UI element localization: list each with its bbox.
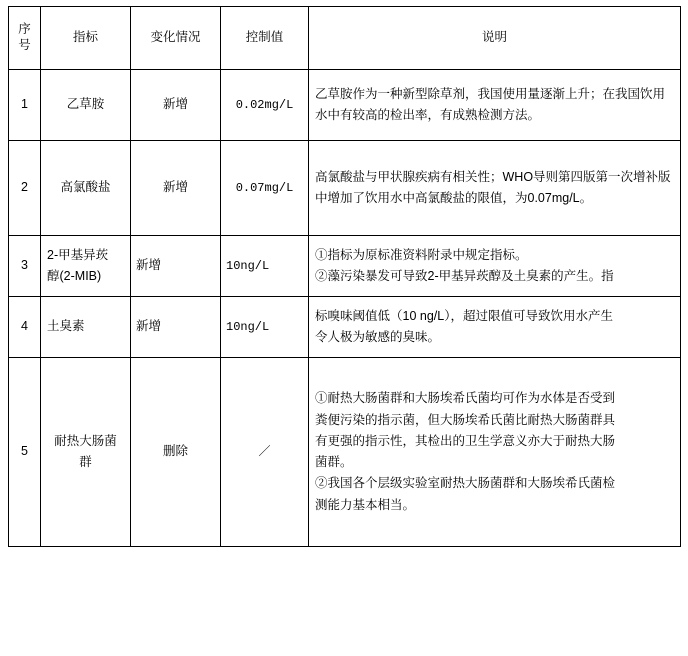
table-row bbox=[9, 358, 681, 547]
cell-indicator-line2: 醇(2-MIB) bbox=[47, 269, 102, 283]
cell-control: 10ng/L bbox=[221, 297, 309, 358]
cell-indicator: 土臭素 bbox=[41, 297, 131, 358]
column-header-indicator: 指标 bbox=[41, 7, 131, 70]
cell-indicator-line1: 耐热大肠菌 bbox=[54, 433, 117, 448]
cell-change: 新增 bbox=[131, 297, 221, 358]
table-row bbox=[9, 297, 681, 358]
cell-control: 0.02mg/L bbox=[221, 70, 309, 141]
cell-change: 删除 bbox=[131, 358, 221, 547]
cell-no: 4 bbox=[9, 297, 41, 358]
column-header-no-line1: 序 bbox=[18, 22, 31, 37]
cell-change: 新增 bbox=[131, 236, 221, 297]
cell-control: ／ bbox=[221, 358, 309, 547]
cell-no: 2 bbox=[9, 141, 41, 236]
description-line: 令人极为敏感的臭味。 bbox=[315, 330, 441, 344]
description-line: 标嗅味阈值低（10 ng/L），超过限值可导致饮用水产生 bbox=[315, 308, 613, 323]
description-line: 有更强的指示性，其检出的卫生学意义亦大于耐热大肠 bbox=[315, 433, 616, 448]
description-line: 粪便污染的指示菌，但大肠埃希氏菌比耐热大肠菌群具 bbox=[315, 412, 616, 427]
indicator-change-table bbox=[8, 6, 681, 547]
cell-no: 5 bbox=[9, 358, 41, 547]
cell-description bbox=[309, 358, 681, 547]
column-header-no bbox=[9, 7, 41, 70]
column-header-control: 控制值 bbox=[221, 7, 309, 70]
cell-no: 3 bbox=[9, 236, 41, 297]
cell-indicator: 乙草胺 bbox=[41, 70, 131, 141]
cell-indicator: 高氯酸盐 bbox=[41, 141, 131, 236]
column-header-no-line2: 号 bbox=[18, 38, 31, 52]
cell-control: 0.07mg/L bbox=[221, 141, 309, 236]
description-line: ②藻污染暴发可导致2-甲基异莰醇及土臭素的产生。指 bbox=[315, 269, 614, 283]
cell-description bbox=[309, 236, 681, 297]
description-line: ①耐热大肠菌群和大肠埃希氏菌均可作为水体是否受到 bbox=[315, 391, 616, 406]
cell-description: 高氯酸盐与甲状腺疾病有相关性；WHO导则第四版第一次增补版中增加了饮用水中高氯酸盐的限值，为0.07mg/L。 bbox=[309, 141, 681, 236]
table-row bbox=[9, 236, 681, 297]
description-line: ②我国各个层级实验室耐热大肠菌群和大肠埃希氏菌检 bbox=[315, 476, 616, 491]
table-header-row bbox=[9, 7, 681, 70]
description-line: 菌群。 bbox=[315, 455, 353, 469]
table-row bbox=[9, 70, 681, 141]
column-header-change: 变化情况 bbox=[131, 7, 221, 70]
description-line: 测能力基本相当。 bbox=[315, 497, 416, 512]
column-header-description: 说明 bbox=[309, 7, 681, 70]
table-body bbox=[9, 70, 681, 547]
cell-indicator-line1: 2-甲基异莰 bbox=[47, 247, 109, 262]
cell-indicator bbox=[41, 236, 131, 297]
cell-no: 1 bbox=[9, 70, 41, 141]
table-row bbox=[9, 141, 681, 236]
cell-indicator-line2: 群 bbox=[79, 455, 92, 469]
cell-description bbox=[309, 297, 681, 358]
cell-description: 乙草胺作为一种新型除草剂，我国使用量逐渐上升；在我国饮用水中有较高的检出率，有成熟检测方法。 bbox=[309, 70, 681, 141]
cell-change: 新增 bbox=[131, 70, 221, 141]
table-header bbox=[9, 7, 681, 70]
description-line: ①指标为原标准资料附录中规定指标。 bbox=[315, 247, 528, 262]
cell-indicator bbox=[41, 358, 131, 547]
cell-control: 10ng/L bbox=[221, 236, 309, 297]
cell-change: 新增 bbox=[131, 141, 221, 236]
